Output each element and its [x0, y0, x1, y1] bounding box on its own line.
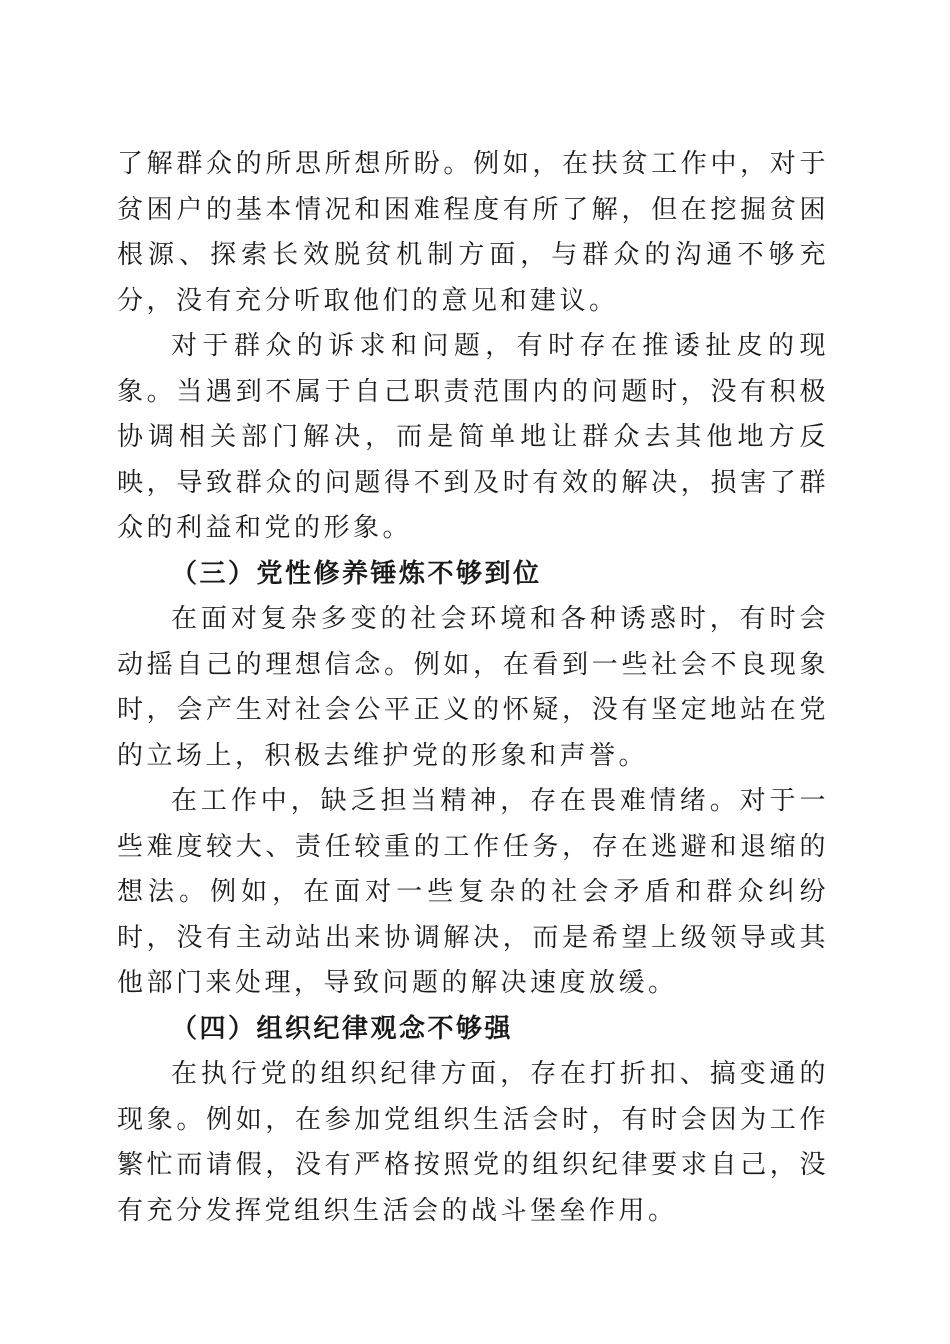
- section-heading-3: （三）党性修养锤炼不够到位: [171, 558, 542, 589]
- section-heading-4: （四）组织纪律观念不够强: [171, 1013, 514, 1044]
- paragraph-petitions: 对于群众的诉求和问题，有时存在推诿扯皮的现象。当遇到不属于自己职责范围内的问题时，没有积极协调相关部门解决，而是简单地让群众去其他地方反映，导致群众的问题得不到及时有效的解决，损害了群众的利益和党的形象。: [117, 331, 829, 543]
- paragraph-ideals: 在面对复杂多变的社会环境和各种诱惑时，有时会动摇自己的理想信念。例如，在看到一些社会不良现象时，会产生对社会公平正义的怀疑，没有坚定地站在党的立场上，积极去维护党的形象和声誉。: [117, 604, 829, 771]
- paragraph-responsibility: 在工作中，缺乏担当精神，存在畏难情绪。对于一些难度较大、责任较重的工作任务，存在逃避和退缩的想法。例如，在面对一些复杂的社会矛盾和群众纠纷时，没有主动站出来协调解决，而是希望上级领导或其他部门来处理，导致问题的解决速度放缓。: [117, 786, 829, 998]
- document-page: [117, 142, 829, 1234]
- paragraph-discipline: 在执行党的组织纪律方面，存在打折扣、搞变通的现象。例如，在参加党组织生活会时，有时会因为工作繁忙而请假，没有严格按照党的组织纪律要求自己，没有充分发挥党组织生活会的战斗堡垒作用。: [117, 1059, 829, 1226]
- paragraph-continued: 了解群众的所思所想所盼。例如，在扶贫工作中，对于贫困户的基本情况和困难程度有所了解，但在挖掘贫困根源、探索长效脱贫机制方面，与群众的沟通不够充分，没有充分听取他们的意见和建议。: [117, 149, 829, 316]
